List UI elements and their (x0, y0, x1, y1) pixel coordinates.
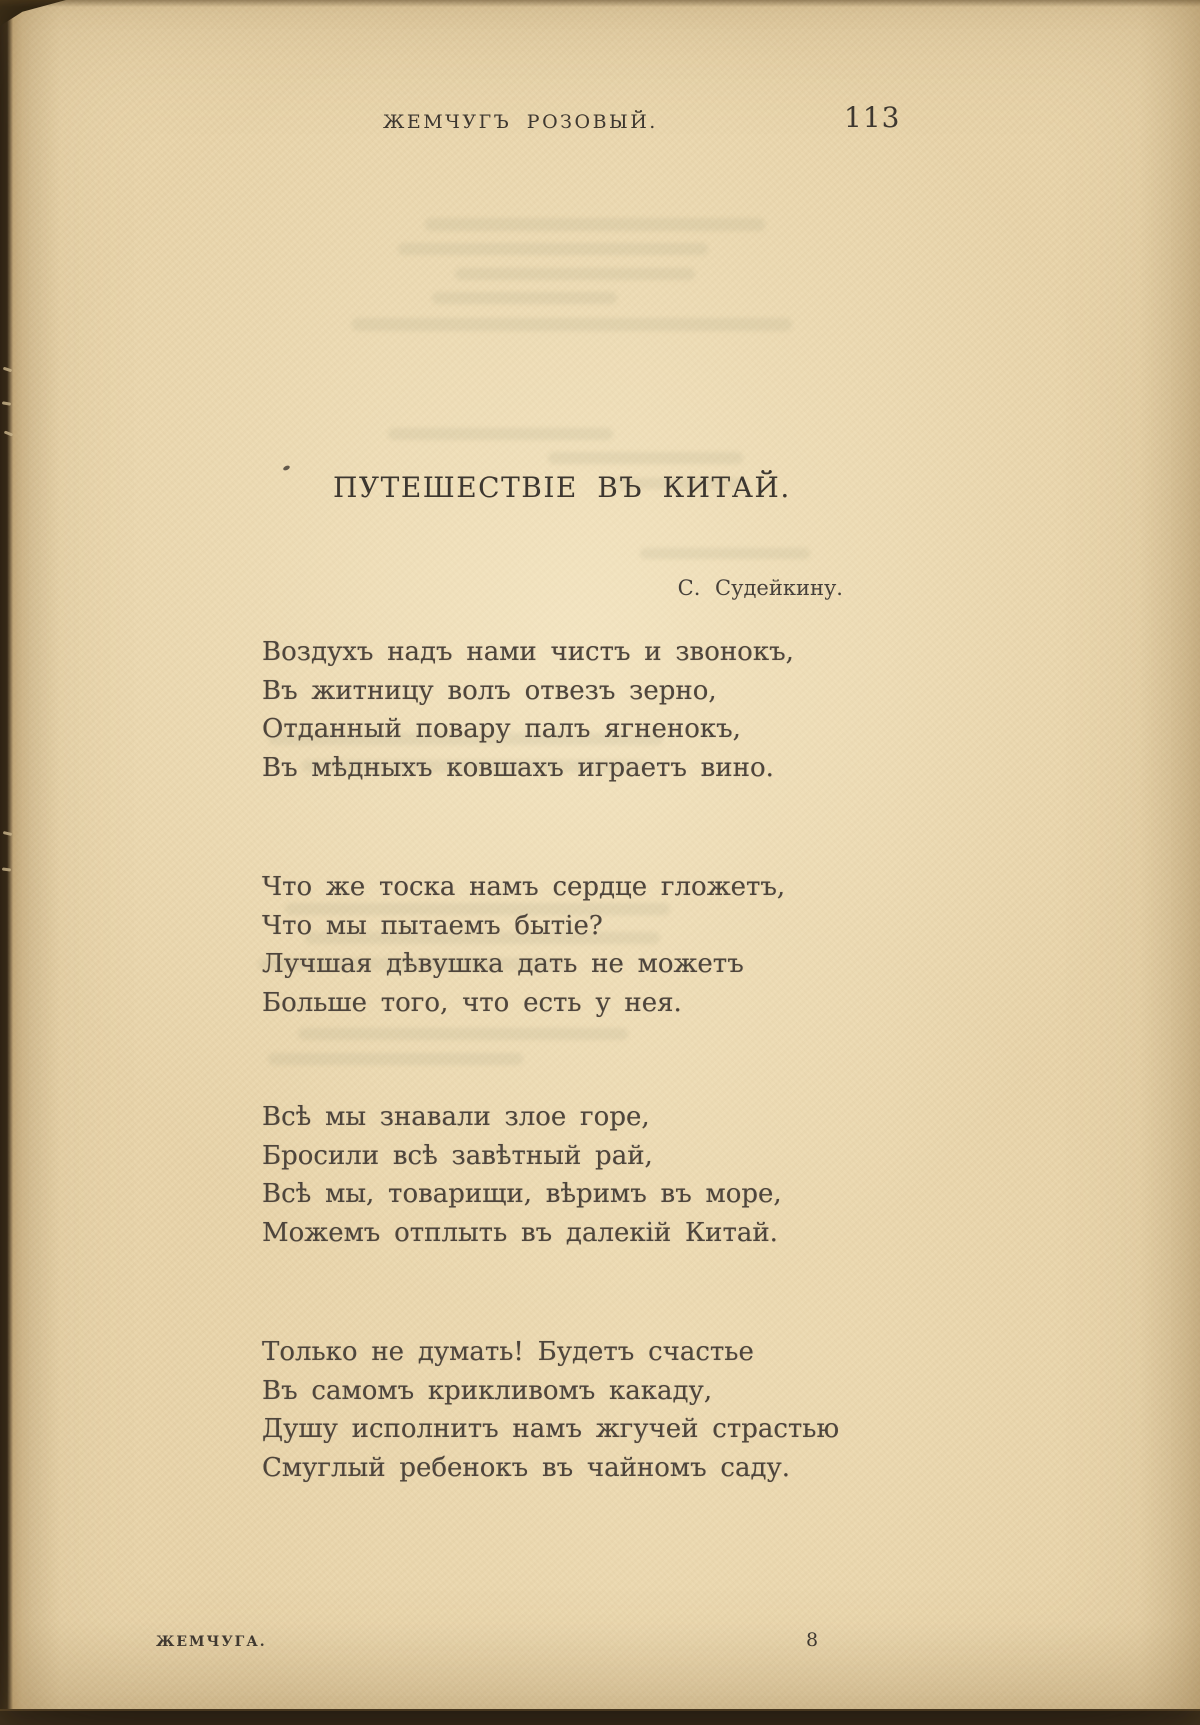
stanza-4 (262, 1333, 902, 1487)
poem-line: Больше того, что есть у нея. (262, 987, 682, 1018)
poem-line: Отданный повару палъ ягненокъ, (262, 714, 741, 744)
poem-line: Смуглый ребенокъ въ чайномъ саду. (262, 1452, 791, 1483)
poem-line: Лучшая дѣвушка дать не можетъ (262, 949, 744, 979)
poem-line: Душу исполнитъ намъ жгучей страстью (262, 1414, 840, 1444)
poem-line: Бросили всѣ завѣтный рай, (262, 1140, 653, 1171)
ink-speck (282, 465, 290, 472)
show-through (352, 318, 792, 331)
show-through (432, 292, 617, 304)
scan-bottom-edge (0, 1709, 1200, 1725)
scan-top-edge (0, 0, 1200, 7)
page-number: 113 (844, 101, 901, 134)
show-through (425, 218, 765, 231)
poem-line: Что мы пытаемъ бытіе? (262, 910, 603, 941)
poem-title: ПУТЕШЕСТВІЕ ВЪ КИТАЙ. (333, 471, 791, 504)
show-through (298, 1028, 628, 1040)
stanza-1 (262, 633, 902, 787)
poem-line: Въ житницу волъ отвезъ зерно, (262, 675, 717, 706)
show-through (398, 243, 708, 255)
stanza-3 (262, 1098, 902, 1252)
poem-line: Можемъ отплыть въ далекій Китай. (262, 1217, 778, 1248)
show-through (268, 1053, 523, 1065)
running-title: ЖЕМЧУГЪ РОЗОВЫЙ. (383, 111, 658, 133)
show-through (640, 548, 810, 559)
stanza-2 (262, 868, 902, 1022)
poem-line: Только не думать! Будетъ счастье (262, 1337, 754, 1367)
poem-line: Воздухъ надъ нами чистъ и звонокъ, (262, 637, 794, 667)
show-through (388, 428, 613, 440)
poem-line: Что же тоска намъ сердце гложетъ, (262, 872, 786, 902)
binding-edge (0, 0, 13, 1725)
show-through (455, 268, 695, 280)
poem-dedication: С. Судейкину. (677, 576, 843, 600)
poem-line: Всѣ мы, товарищи, вѣримъ въ море, (262, 1179, 782, 1209)
footer-signature-number: 8 (806, 1629, 819, 1651)
poem-line: Всѣ мы знавали злое горе, (262, 1102, 650, 1132)
footer-book-title: ЖЕМЧУГА. (156, 1634, 267, 1650)
poem-line: Въ самомъ крикливомъ какаду, (262, 1375, 713, 1406)
poem-line: Въ мѣдныхъ ковшахъ играетъ вино. (262, 752, 774, 783)
show-through (548, 452, 743, 464)
